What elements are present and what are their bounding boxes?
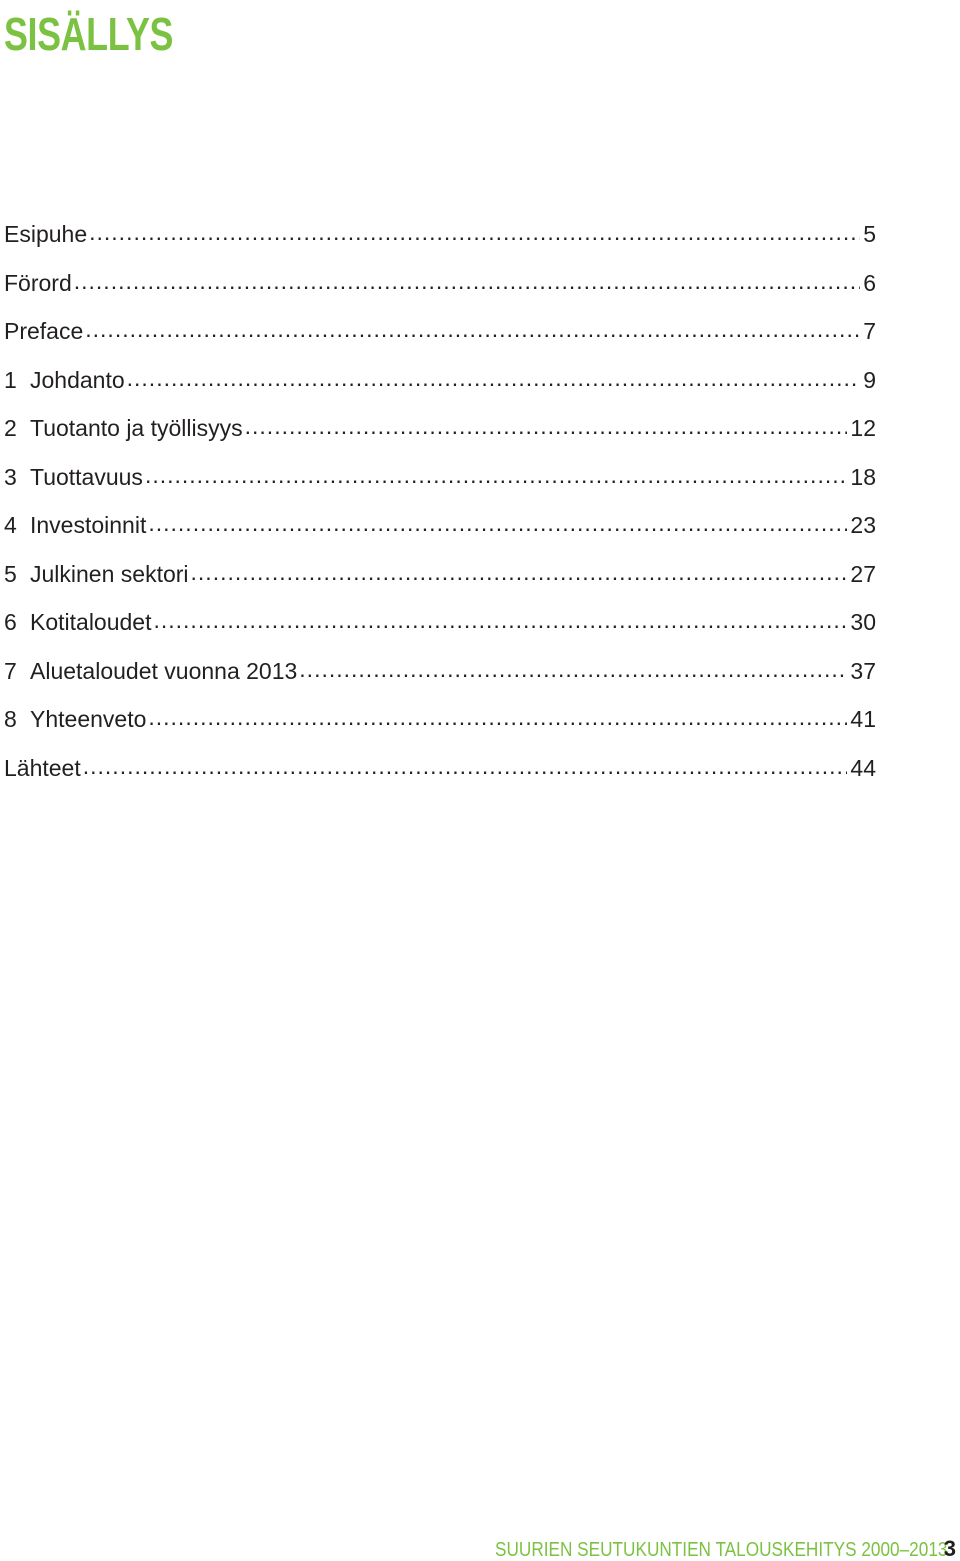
toc-leader-dots (145, 451, 847, 500)
toc-entry-number: 3 (4, 463, 17, 490)
toc-leader-dots (191, 548, 848, 597)
toc-entry-number: 5 (4, 560, 17, 587)
toc-entry-lahteet[interactable] (4, 744, 876, 793)
toc-entry-label: Yhteenveto (30, 706, 147, 732)
toc-entry-preface[interactable] (4, 307, 876, 356)
toc-entry-number: 4 (4, 512, 17, 538)
toc-entry-investoinnit[interactable] (4, 501, 876, 550)
toc-entry-number: 6 (4, 609, 17, 635)
toc-entry-page: 6 (863, 269, 876, 296)
footer-publication-title: SUURIEN SEUTUKUNTIEN TALOUSKEHITYS 2000–2013 (495, 1539, 948, 1561)
page-footer (495, 1536, 960, 1561)
toc-entry-johdanto[interactable] (4, 356, 876, 405)
toc-entry-page: 7 (863, 318, 876, 344)
page-title: SISÄLLYS (4, 8, 174, 60)
toc-entry-page: 12 (850, 415, 876, 441)
toc-entry-forord[interactable] (4, 259, 876, 308)
toc-entry-julkinen-sektori[interactable] (4, 550, 876, 599)
toc-entry-page: 23 (850, 512, 876, 538)
toc-entry-label: Förord (4, 269, 72, 296)
toc-entry-label: Tuottavuus (30, 463, 143, 490)
toc-entry-page: 27 (850, 560, 876, 587)
toc-entry-page: 44 (850, 754, 876, 781)
toc-entry-page: 30 (850, 609, 876, 635)
toc-entry-label: Julkinen sektori (30, 560, 189, 587)
toc-leader-dots (153, 596, 847, 645)
toc-entry-number: 2 (4, 415, 17, 441)
toc-leader-dots (127, 354, 861, 403)
toc-entry-label: Aluetaloudet vuonna 2013 (30, 657, 298, 684)
toc-entry-page: 9 (863, 366, 876, 393)
toc-entry-number: 8 (4, 706, 17, 732)
toc-entry-label: Preface (4, 318, 84, 344)
toc-entry-label: Esipuhe (4, 221, 88, 247)
toc-leader-dots (89, 208, 860, 257)
footer-page-number: 3 (943, 1536, 956, 1561)
toc-entry-tuotanto[interactable] (4, 404, 876, 453)
toc-leader-dots (83, 742, 848, 791)
toc-leader-dots (245, 402, 848, 451)
toc-leader-dots (74, 257, 860, 306)
toc-entry-label: Kotitaloudet (30, 609, 152, 635)
toc-entry-page: 37 (850, 657, 876, 684)
toc-entry-page: 18 (850, 463, 876, 490)
toc-leader-dots (299, 645, 847, 694)
toc-entry-page: 41 (850, 706, 876, 732)
table-of-contents (4, 210, 876, 792)
toc-entry-number: 1 (4, 366, 17, 393)
toc-entry-label: Lähteet (4, 754, 81, 781)
toc-entry-label: Investoinnit (30, 512, 147, 538)
toc-entry-number: 7 (4, 657, 17, 684)
toc-entry-aluetaloudet[interactable] (4, 647, 876, 696)
toc-leader-dots (85, 305, 860, 354)
toc-entry-yhteenveto[interactable] (4, 695, 876, 744)
toc-entry-esipuhe[interactable] (4, 210, 876, 259)
toc-entry-label: Tuotanto ja työllisyys (30, 415, 243, 441)
toc-leader-dots (148, 693, 847, 742)
toc-entry-tuottavuus[interactable] (4, 453, 876, 502)
toc-entry-kotitaloudet[interactable] (4, 598, 876, 647)
toc-entry-label: Johdanto (30, 366, 125, 393)
toc-entry-page: 5 (863, 221, 876, 247)
toc-leader-dots (148, 499, 847, 548)
